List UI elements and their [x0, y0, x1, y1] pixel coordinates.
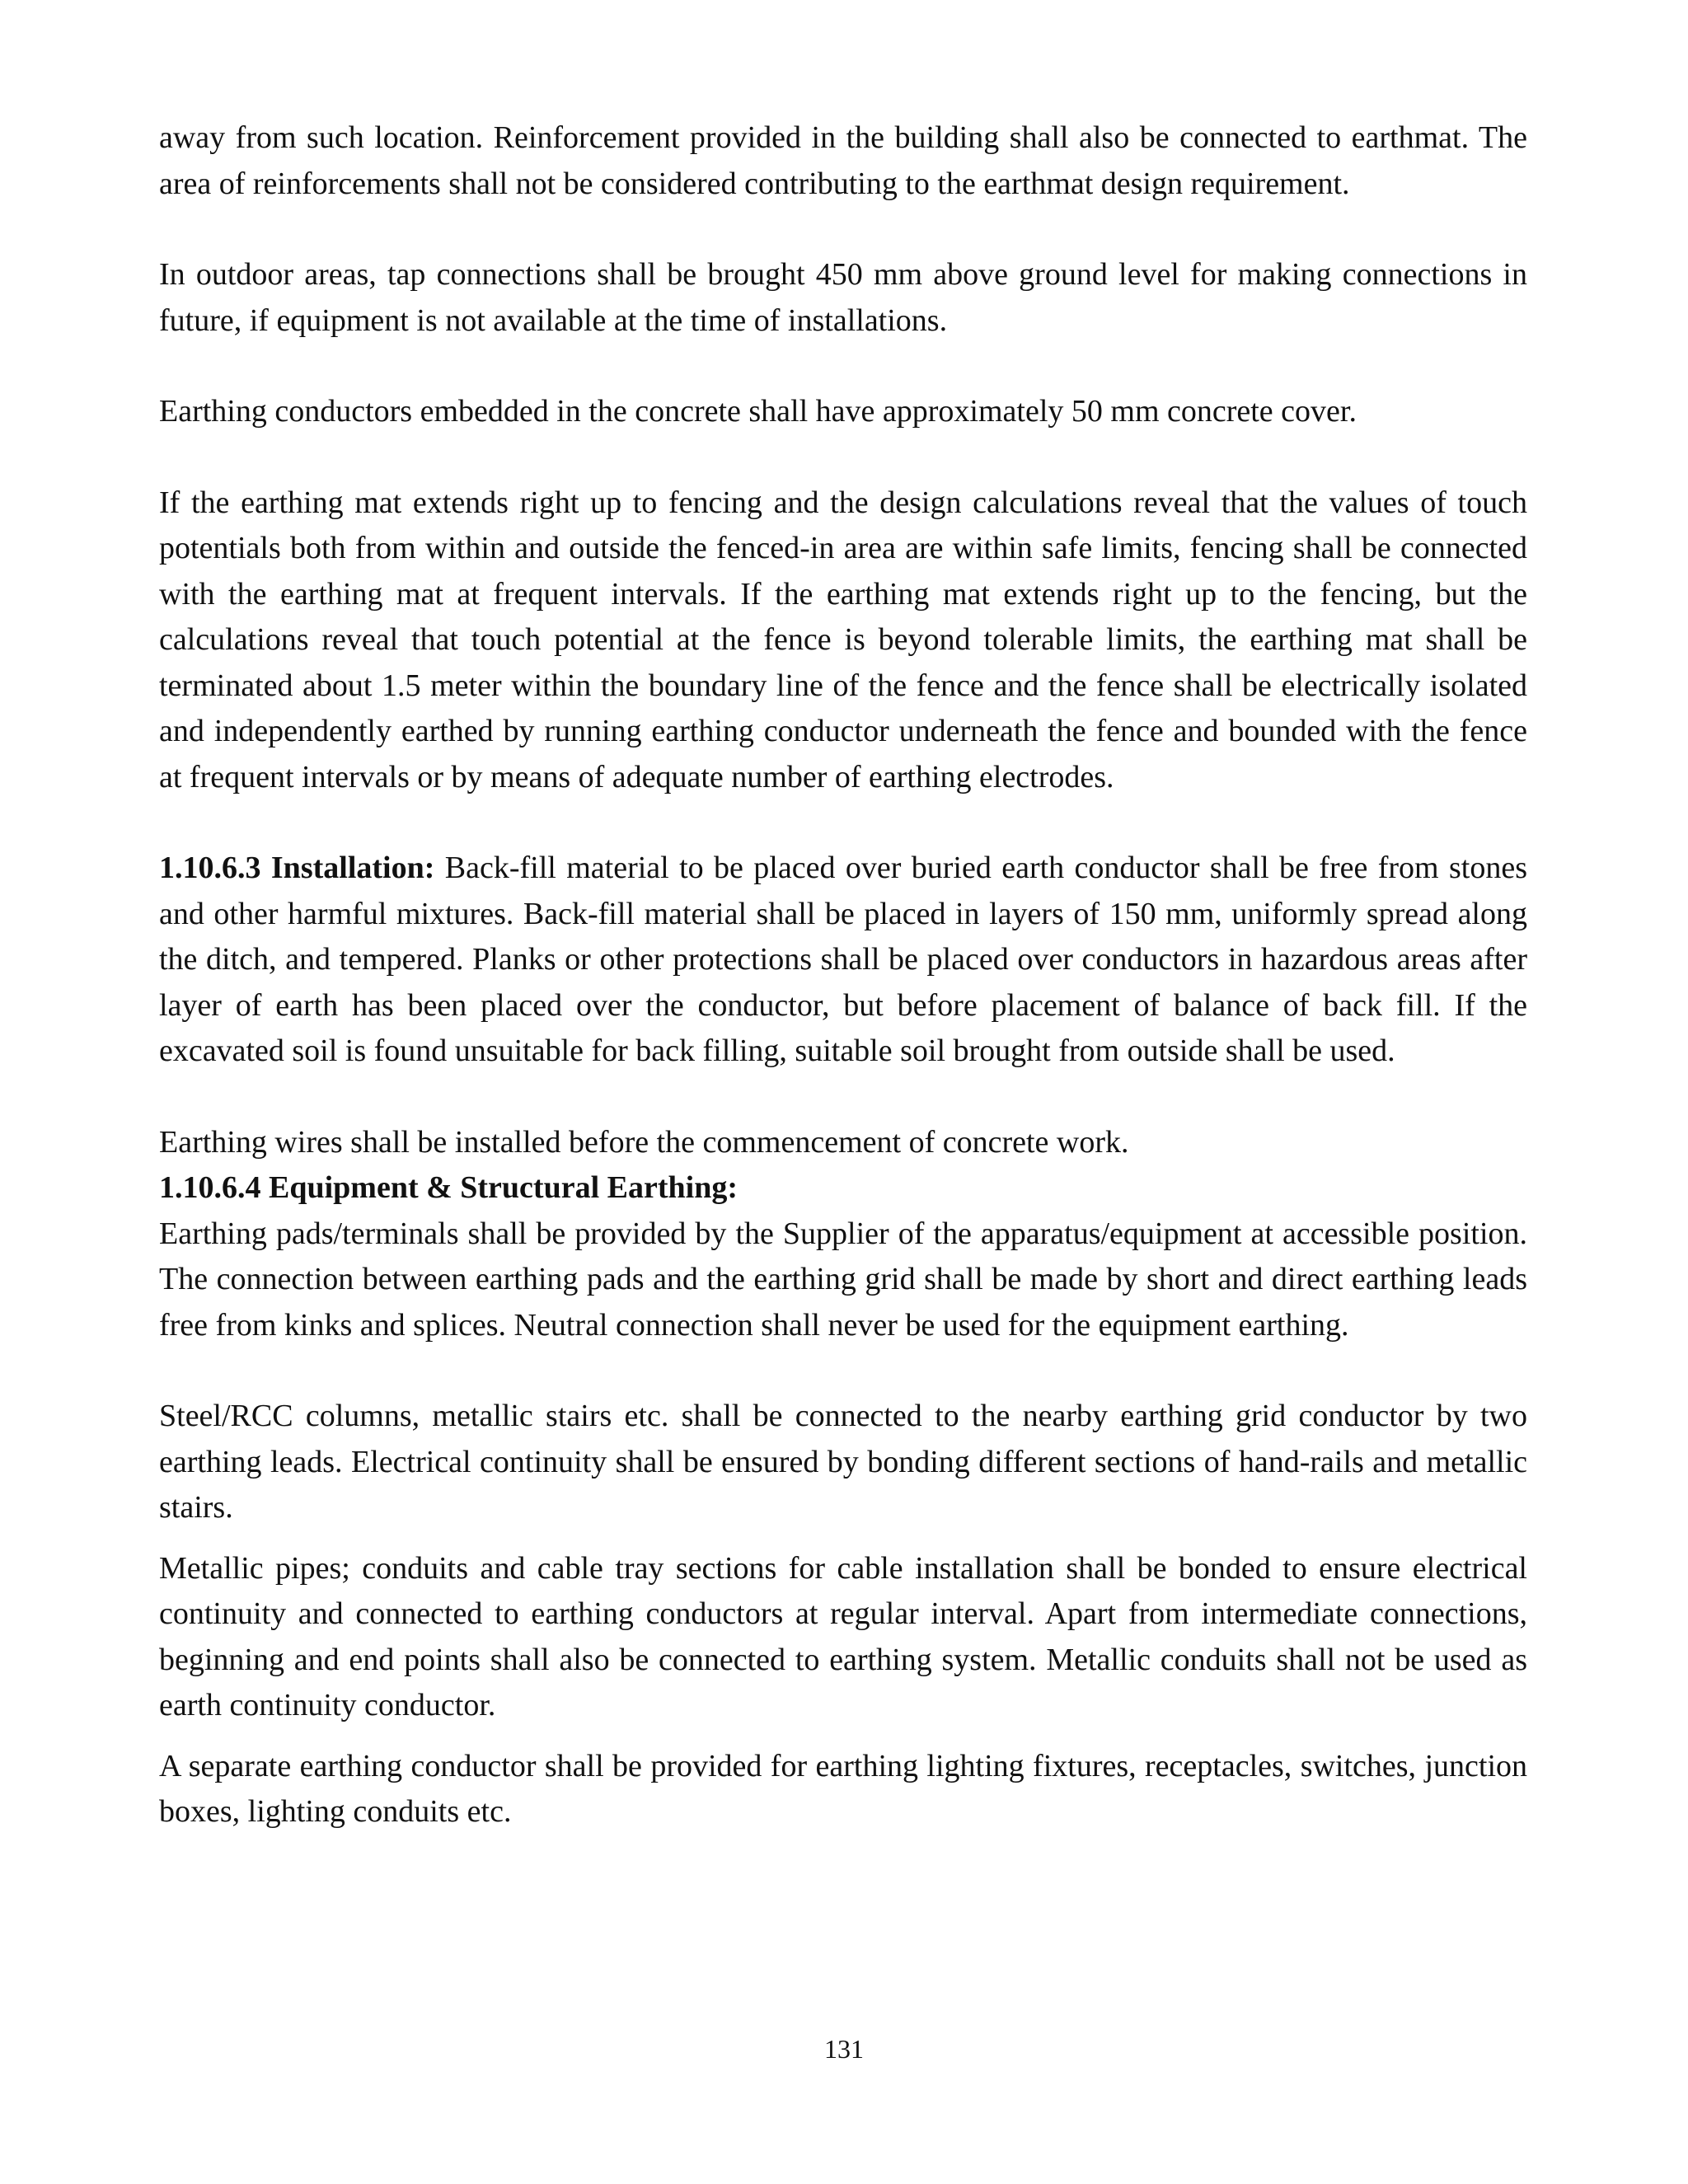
paragraph-fencing: If the earthing mat extends right up to fencing and the design calculations reveal that the values of touch potentials both from within and outside the fenced-in area are within safe limits, fencing shall be connected with the earthing mat at frequent intervals. If the earthing mat extends right up to the fencing, but the calculations reveal that touch potential at the fence is beyond tolerable limits, the earthing mat shall be terminated about 1.5 meter within the boundary line of the fence and the fence shall be electrically isolated and independently earthed by running earthing conductor underneath the fence and bounded with the fence at frequent intervals or by means of adequate number of earthing electrodes. [159, 485, 1527, 794]
paragraph-outdoor-tap-connections: In outdoor areas, tap connections shall be brought 450 mm above ground level for making connections in future, if equipment is not available at the time of installations. [159, 257, 1527, 338]
paragraph-concrete-cover: Earthing conductors embedded in the concrete shall have approximately 50 mm concrete cover. [159, 394, 1357, 429]
section-heading-installation: 1.10.6.3 Installation: [159, 851, 435, 885]
paragraph-reinforcement: away from such location. Reinforcement provided in the building shall also be connected to earthmat. The area of reinforcements shall not be considered contributing to the earthmat design requirement. [159, 120, 1527, 201]
paragraph-earthing-pads: Earthing pads/terminals shall be provided by the Supplier of the apparatus/equipment at accessible position. The connection between earthing pads and the earthing grid shall be made by short and direct earthing leads free from kinks and splices. Neutral connection shall never be used for the equipment earthing. [159, 1216, 1527, 1343]
paragraph-separate-conductor: A separate earthing conductor shall be provided for earthing lighting fixtures, receptacles, switches, junction boxes, lighting conduits etc. [159, 1748, 1527, 1829]
page-number: 131 [824, 2034, 864, 2064]
page-body [159, 115, 1527, 1835]
section-heading-equipment-earthing: 1.10.6.4 Equipment & Structural Earthing: [159, 1170, 738, 1205]
paragraph-steel-columns: Steel/RCC columns, metallic stairs etc. shall be connected to the nearby earthing grid conductor by two earthing leads. Electrical continuity shall be ensured by bonding different sections of hand-rails and metallic stairs. [159, 1399, 1527, 1525]
paragraph-earthing-wires: Earthing wires shall be installed before the commencement of concrete work. [159, 1124, 1129, 1160]
installation-body: Back-fill material to be placed over buried earth conductor shall be free from stones and other harmful mixtures. Back-fill material shall be placed in layers of 150 mm, uniformly spread along the ditch, and tempered. Planks or other protections shall be placed over conductors in hazardous areas after layer of earth has been placed over the conductor, but before placement of balance of back fill. If the excavated soil is found unsuitable for back filling, suitable soil brought from outside shall be used. [159, 851, 1527, 1068]
paragraph-metallic-pipes: Metallic pipes; conduits and cable tray sections for cable installation shall be bonded to ensure electrical continuity and connected to earthing conductors at regular interval. Apart from intermediate connections, beginning and end points shall also be connected to earthing system. Metallic conduits shall not be used as earth continuity conductor. [159, 1550, 1527, 1722]
paragraph-installation [159, 846, 1527, 1075]
